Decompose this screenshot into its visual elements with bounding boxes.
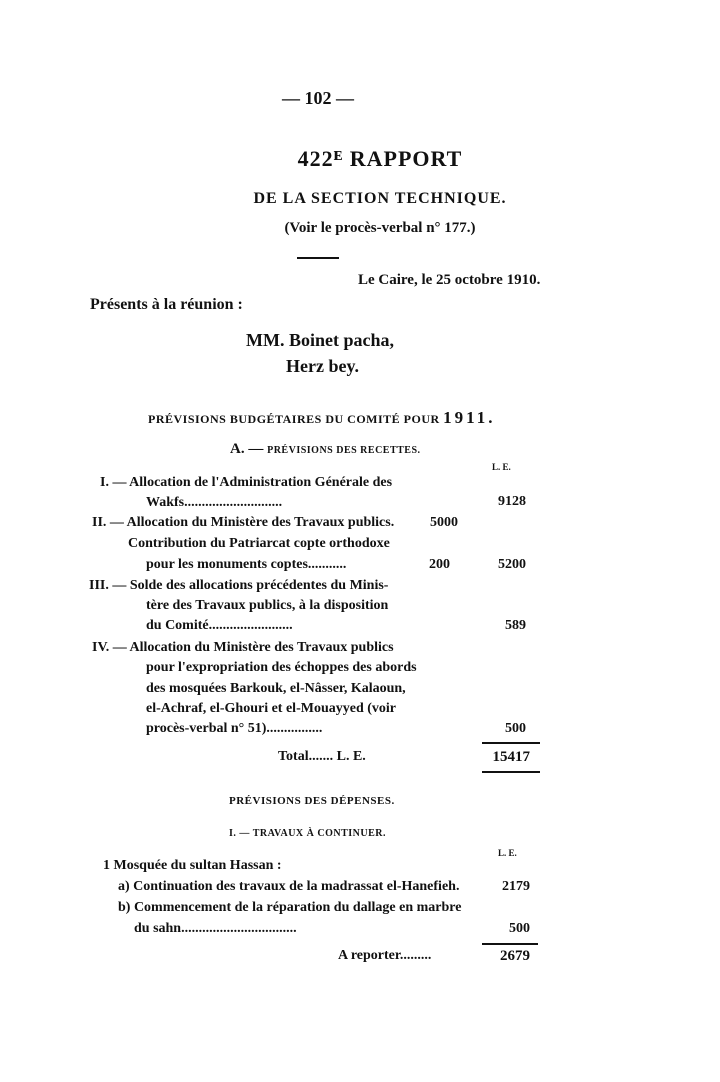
- recette-amount: 5200: [498, 557, 526, 572]
- recette-sub-amount: 200: [429, 557, 450, 572]
- budget-heading-text: PRÉVISIONS BUDGÉTAIRES DU COMITÉ POUR: [148, 412, 440, 426]
- attendee-2: Herz bey.: [286, 356, 359, 376]
- recette-line: el-Achraf, el-Ghouri et el-Mouayyed (voir: [146, 701, 396, 716]
- attendee-1: MM. Boinet pacha,: [246, 330, 394, 350]
- recettes-heading: [230, 441, 421, 458]
- depenses-currency-label: L. E.: [498, 848, 517, 858]
- recette-sub-amount: 5000: [430, 515, 458, 530]
- title-divider: [297, 257, 339, 259]
- recette-line: tère des Travaux publics, à la disposition: [146, 598, 389, 613]
- budget-year: 1911.: [443, 408, 496, 427]
- meeting-date: Le Caire, le 25 octobre 1910.: [358, 272, 541, 288]
- recette-amount: 589: [505, 618, 526, 633]
- recette-line: pour l'expropriation des échoppes des abords: [146, 660, 417, 675]
- report-subtitle: DE LA SECTION TECHNIQUE.: [253, 190, 507, 207]
- carry-rule: [482, 943, 538, 945]
- recettes-letter: A. —: [230, 441, 264, 457]
- total-label: Total....... L. E.: [278, 749, 366, 764]
- depense-line: du sahn.................................: [134, 921, 297, 936]
- recette-line: des mosquées Barkouk, el-Nâsser, Kalaoun,: [146, 681, 406, 696]
- recettes-currency-label: L. E.: [492, 462, 511, 472]
- total-amount: 15417: [492, 749, 530, 765]
- total-rule: [482, 771, 540, 773]
- recette-amount: 9128: [498, 494, 526, 509]
- page-number: — 102 —: [282, 88, 354, 108]
- recette-amount: 500: [505, 721, 526, 736]
- recette-line: Contribution du Patriarcat copte orthodoxe: [128, 536, 390, 551]
- carry-total: 2679: [500, 948, 530, 964]
- report-reference: (Voir le procès-verbal n° 177.): [284, 220, 476, 236]
- budget-heading: [148, 408, 495, 428]
- depense-line: b) Commencement de la réparation du dallage en marbre: [118, 900, 462, 915]
- recette-line: III. — Solde des allocations précédentes du Minis-: [89, 578, 389, 593]
- recette-line: pour les monuments coptes...........: [146, 557, 347, 572]
- depense-line: 1 Mosquée du sultan Hassan :: [103, 858, 282, 873]
- depense-line: a) Continuation des travaux de la madrassat el-Hanefieh.: [118, 879, 460, 894]
- report-title: 422ᴱ RAPPORT: [297, 146, 463, 171]
- recette-line: du Comité........................: [146, 618, 293, 633]
- recette-line: IV. — Allocation du Ministère des Travaux publics: [92, 640, 394, 655]
- recette-line: Wakfs............................: [146, 495, 283, 510]
- depense-amount: 2179: [502, 879, 530, 894]
- depenses-heading: PRÉVISIONS DES DÉPENSES.: [229, 795, 395, 807]
- depense-amount: 500: [509, 921, 530, 936]
- carry-label: A reporter.........: [338, 948, 432, 963]
- recettes-title: PRÉVISIONS DES RECETTES.: [267, 445, 421, 456]
- recette-line: I. — Allocation de l'Administration Générale des: [100, 475, 393, 490]
- present-label: Présents à la réunion :: [90, 296, 243, 313]
- recette-line: procès-verbal n° 51)................: [146, 721, 323, 736]
- depenses-subheading: I. — TRAVAUX À CONTINUER.: [229, 828, 386, 839]
- recette-line: II. — Allocation du Ministère des Travaux publics.: [92, 515, 395, 530]
- subtotal-rule: [482, 742, 540, 744]
